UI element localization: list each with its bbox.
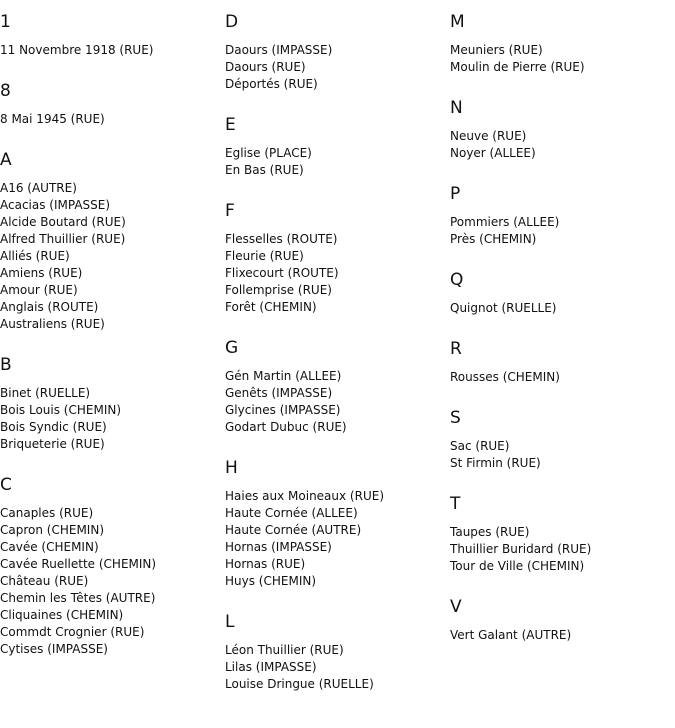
street-list-item: Taupes (RUE) — [450, 525, 530, 539]
street-list-item: Quignot (RUELLE) — [450, 301, 557, 315]
section-letter-heading: D — [225, 12, 239, 32]
street-list-item: Neuve (RUE) — [450, 129, 527, 143]
section-letter-heading: M — [450, 12, 465, 32]
street-list-item: Cavée (CHEMIN) — [0, 540, 99, 554]
letter-section — [225, 612, 445, 693]
street-list-item: 11 Novembre 1918 (RUE) — [0, 43, 154, 57]
street-list-item: A16 (AUTRE) — [0, 181, 77, 195]
street-list-item: Thuillier Buridard (RUE) — [450, 542, 592, 556]
letter-section — [0, 81, 220, 128]
letter-section — [0, 12, 220, 59]
street-list-item: Cliquaines (CHEMIN) — [0, 608, 124, 622]
street-list — [450, 524, 670, 575]
street-list-item: Lilas (IMPASSE) — [225, 660, 317, 674]
street-list — [0, 111, 220, 128]
letter-section — [225, 201, 445, 316]
street-list-item: Haute Cornée (ALLEE) — [225, 506, 358, 520]
street-list-item: Pommiers (ALLEE) — [450, 215, 560, 229]
letter-section — [225, 12, 445, 93]
letter-section — [225, 115, 445, 179]
street-list — [450, 627, 670, 644]
letter-section — [0, 355, 220, 453]
index-column-3 — [450, 0, 670, 644]
street-list — [450, 128, 670, 162]
street-list-item: Léon Thuillier (RUE) — [225, 643, 344, 657]
street-list-item: Meuniers (RUE) — [450, 43, 543, 57]
section-letter-heading: G — [225, 338, 239, 358]
street-list-item: Daours (RUE) — [225, 60, 306, 74]
letter-section — [225, 458, 445, 590]
street-list-item: Glycines (IMPASSE) — [225, 403, 341, 417]
street-list-item: Haute Cornée (AUTRE) — [225, 523, 362, 537]
street-list-item: Capron (CHEMIN) — [0, 523, 104, 537]
street-list-item: Hornas (IMPASSE) — [225, 540, 332, 554]
street-list-item: Près (CHEMIN) — [450, 232, 537, 246]
section-letter-heading: F — [225, 201, 235, 221]
street-list-item: Australiens (RUE) — [0, 317, 105, 331]
street-list-item: Daours (IMPASSE) — [225, 43, 333, 57]
street-list — [225, 488, 445, 590]
section-letter-heading: L — [225, 612, 235, 632]
section-letter-heading: 8 — [0, 81, 11, 101]
street-list-item: Hornas (RUE) — [225, 557, 306, 571]
street-list-item: Commdt Crognier (RUE) — [0, 625, 145, 639]
letter-section — [450, 597, 670, 644]
index-column-1 — [0, 0, 220, 658]
street-list-item: Amour (RUE) — [0, 283, 78, 297]
street-list — [0, 505, 220, 658]
street-list-item: Chemin les Têtes (AUTRE) — [0, 591, 156, 605]
section-letter-heading: E — [225, 115, 236, 135]
street-list — [225, 231, 445, 316]
street-list — [450, 42, 670, 76]
section-letter-heading: 1 — [0, 12, 11, 32]
street-list-item: Godart Dubuc (RUE) — [225, 420, 347, 434]
section-letter-heading: S — [450, 408, 461, 428]
section-letter-heading: A — [0, 150, 12, 170]
street-list-item: Bois Syndic (RUE) — [0, 420, 107, 434]
street-list-item: Binet (RUELLE) — [0, 386, 91, 400]
street-list-item: Genêts (IMPASSE) — [225, 386, 333, 400]
street-list — [450, 438, 670, 472]
street-list-item: Alliés (RUE) — [0, 249, 70, 263]
letter-section — [450, 98, 670, 162]
index-column-2 — [225, 0, 445, 693]
section-letter-heading: Q — [450, 270, 464, 290]
street-list-item: Noyer (ALLEE) — [450, 146, 536, 160]
section-letter-heading: N — [450, 98, 463, 118]
street-list-item: Château (RUE) — [0, 574, 89, 588]
letter-section — [450, 270, 670, 317]
street-list-item: St Firmin (RUE) — [450, 456, 541, 470]
street-list — [225, 42, 445, 93]
letter-section — [450, 184, 670, 248]
letter-section — [450, 408, 670, 472]
section-letter-heading: V — [450, 597, 462, 617]
street-list — [0, 385, 220, 453]
street-list — [0, 180, 220, 333]
street-list-item: En Bas (RUE) — [225, 163, 304, 177]
street-list — [225, 642, 445, 693]
street-list-item: Gén Martin (ALLEE) — [225, 369, 342, 383]
letter-section — [225, 338, 445, 436]
street-list — [225, 368, 445, 436]
street-list-item: Eglise (PLACE) — [225, 146, 312, 160]
section-letter-heading: T — [450, 494, 461, 514]
street-list-item: Cavée Ruellette (CHEMIN) — [0, 557, 157, 571]
street-list-item: Acacias (IMPASSE) — [0, 198, 111, 212]
street-list-item: Louise Dringue (RUELLE) — [225, 677, 374, 691]
section-letter-heading: P — [450, 184, 461, 204]
section-letter-heading: H — [225, 458, 238, 478]
street-list-item: Flixecourt (ROUTE) — [225, 266, 339, 280]
street-list-item: Alcide Boutard (RUE) — [0, 215, 126, 229]
street-list-item: Déportés (RUE) — [225, 77, 318, 91]
street-list-item: Flesselles (ROUTE) — [225, 232, 338, 246]
letter-section — [450, 339, 670, 386]
section-letter-heading: C — [0, 475, 12, 495]
street-list-item: Anglais (ROUTE) — [0, 300, 99, 314]
section-letter-heading: R — [450, 339, 462, 359]
street-list — [450, 369, 670, 386]
street-list-item: Follemprise (RUE) — [225, 283, 332, 297]
street-list-item: Tour de Ville (CHEMIN) — [450, 559, 585, 573]
street-list-item: Amiens (RUE) — [0, 266, 83, 280]
street-list-item: Rousses (CHEMIN) — [450, 370, 560, 384]
street-list — [450, 214, 670, 248]
street-list-item: Alfred Thuillier (RUE) — [0, 232, 126, 246]
street-list-item: Bois Louis (CHEMIN) — [0, 403, 122, 417]
street-list-item: Briqueterie (RUE) — [0, 437, 105, 451]
street-list-item: Vert Galant (AUTRE) — [450, 628, 572, 642]
street-list-item: 8 Mai 1945 (RUE) — [0, 112, 105, 126]
street-list — [450, 300, 670, 317]
street-list-item: Moulin de Pierre (RUE) — [450, 60, 585, 74]
street-list-item: Haies aux Moineaux (RUE) — [225, 489, 384, 503]
street-list — [0, 42, 220, 59]
street-list — [225, 145, 445, 179]
section-letter-heading: B — [0, 355, 12, 375]
street-list-item: Huys (CHEMIN) — [225, 574, 317, 588]
street-list-item: Cytises (IMPASSE) — [0, 642, 108, 656]
street-list-item: Sac (RUE) — [450, 439, 510, 453]
letter-section — [0, 150, 220, 333]
street-list-item: Forêt (CHEMIN) — [225, 300, 317, 314]
street-list-item: Canaples (RUE) — [0, 506, 94, 520]
letter-section — [0, 475, 220, 658]
letter-section — [450, 494, 670, 575]
letter-section — [450, 12, 670, 76]
street-list-item: Fleurie (RUE) — [225, 249, 304, 263]
